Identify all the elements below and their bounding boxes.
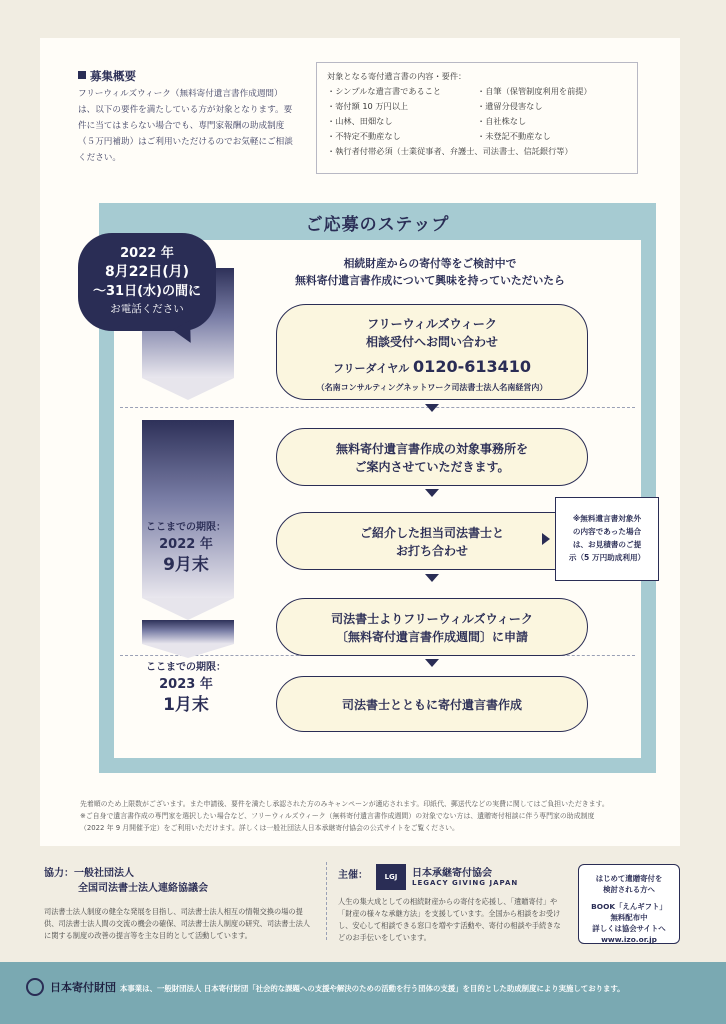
step-3-meeting: ご紹介した担当司法書士と お打ち合わせ [276,512,588,570]
bubble-year: 2022 年 [120,246,174,261]
step-arrow-icon [425,574,439,582]
side-note: ※無料遺言書対象外 の内容であった場合 は、お見積書のご提 示（5 万円助成利用） [555,497,659,581]
step-arrow-icon [425,404,439,412]
steps-intro: 相続財産からの寄付等をご検討中で 無料寄付遺言書作成について興味を持っていただいたら [295,257,565,287]
requirements-box [316,62,638,174]
requirement-item: ・未登記不動産なし [477,131,551,141]
requirement-item: ・寄付額 10 万円以上 [327,101,409,111]
requirement-item: ・遺留分侵害なし [477,101,543,111]
requirement-item: ・不特定不動産なし [327,131,401,141]
cooperation-label: 協力：一般社団法人 全国司法書士法人連絡協議会 [44,868,208,894]
footnote: 先着順のため上限数がございます。また申請後、要件を満たし承認された方のみキャンペーンが適応されます。印紙代、郵送代などの実費に関してはご負担いただきます。 ※ご自身で遺言書作成の専門家を選択したい場合など、フリーウィルズウィーク（無料寄付遺言書作成週間）の対象でない方は、遺贈寄付相談に伴う専門家の助成制度 （2022 年 9 月開催予定）をご利用いただけます。詳しくは一般社団法人日本承継寄付協会の公式サイトをご覧ください。 [80,800,609,832]
timeline-arrow [142,620,234,658]
free-dial[interactable]: フリーダイヤル 0120-613410 [332,357,532,376]
side-arrow-icon [542,533,550,545]
operator-note: （名南コンサルティングネットワーク司法書士法人名南経営内） [316,383,548,392]
divider [326,862,327,940]
requirement-item: ・執行者付帯必須（士業従事者、弁護士、司法書士、信託銀行等） [327,146,573,156]
sponsor-text: 本事業は、一般財団法人 日本寄付財団「社会的な課題への支援や解決のための活動を行う団体の支援」を目的とした助成制度により実施しております。 [120,984,625,993]
requirements-title: 対象となる寄付遺言書の内容・要件： [327,71,467,81]
deadline-1: ここまでの期限： 2022 年 9月末 [146,522,226,575]
requirement-item: ・山林、田畑なし [327,116,393,126]
step-1-contact: フリーウィルズウィーク 相談受付へお問い合わせ フリーダイヤル 0120-613410 （名南コンサルティングネットワーク司法書士法人名南経営内） [276,304,588,400]
requirement-item: ・シンプルな遺言書であること [327,86,442,96]
date-bubble [78,233,216,331]
bubble-date-start: 8月22日(月) [104,264,190,280]
step-2-office-guide: 無料寄付遺言書作成の対象事務所を ご案内させていただきます。 [276,428,588,486]
deadline-2: ここまでの期限： 2023 年 1月末 [146,662,226,715]
steps-title: ご応募のステップ [305,215,450,235]
step-arrow-icon [425,489,439,497]
step-5-will-creation: 司法書士とともに寄付遺言書作成 [276,676,588,732]
website-link[interactable]: www.izo.or.jp [601,935,657,944]
phone-number[interactable]: 0120-613410 [413,357,532,376]
overview-body: フリーウィルズウィーク（無料寄付遺言書作成週間）は、以下の要件を満たしている方が対象となります。要件に当てはまらない場合でも、専門家報酬の助成制度（５万円補助）はご利用いただけるのでお気軽にご相談ください。 [78,89,293,163]
host-name-en: LEGACY GIVING JAPAN [412,879,519,887]
host-body: 人生の集大成としての相続財産からの寄付を応援し、「遺贈寄付」や「財産の様々な承継方法」を支援しています。全国から相談をお受けし、安心して相談できる窓口を増やす活動や、寄付の相談や手続きなどのお手伝いをしています。 [338,897,561,942]
overview-heading-text: 募集概要 [90,69,136,83]
lgj-logo: LGJ [376,864,406,890]
bubble-date-end: ～31日(水)の間に [93,284,201,299]
host-name: 日本承継寄付協会 [412,868,492,879]
divider [120,407,635,408]
host-label: 主催： [338,870,368,881]
requirement-item: ・自筆（保管制度利用を前提） [477,86,592,96]
book-info-box: はじめて遺贈寄付を 検討される方へ BOOK「えんギフト」 無料配布中 詳しくは協会サイトへ www.izo.or.jp [578,864,680,944]
fund-logo-text: 日本寄付財団 [50,981,116,994]
fund-logo-icon [26,978,44,996]
square-bullet-icon [78,71,86,79]
bubble-call-text: お電話ください [110,303,184,315]
step-4-application: 司法書士よりフリーウィルズウィーク 〔無料寄付遺言書作成週間〕に申請 [276,598,588,656]
requirement-item: ・自社株なし [477,116,527,126]
cooperation-body: 司法書士法人制度の健全な発展を目指し、司法書士法人相互の情報交換の場の提供、司法書士法人間の交流の機会の確保、司法書士法人制度の研究、司法書士法人に関する制度の改善の提言等を主な目的として活動しています。 [44,907,310,940]
overview-heading [78,68,136,84]
step-arrow-icon [425,659,439,667]
